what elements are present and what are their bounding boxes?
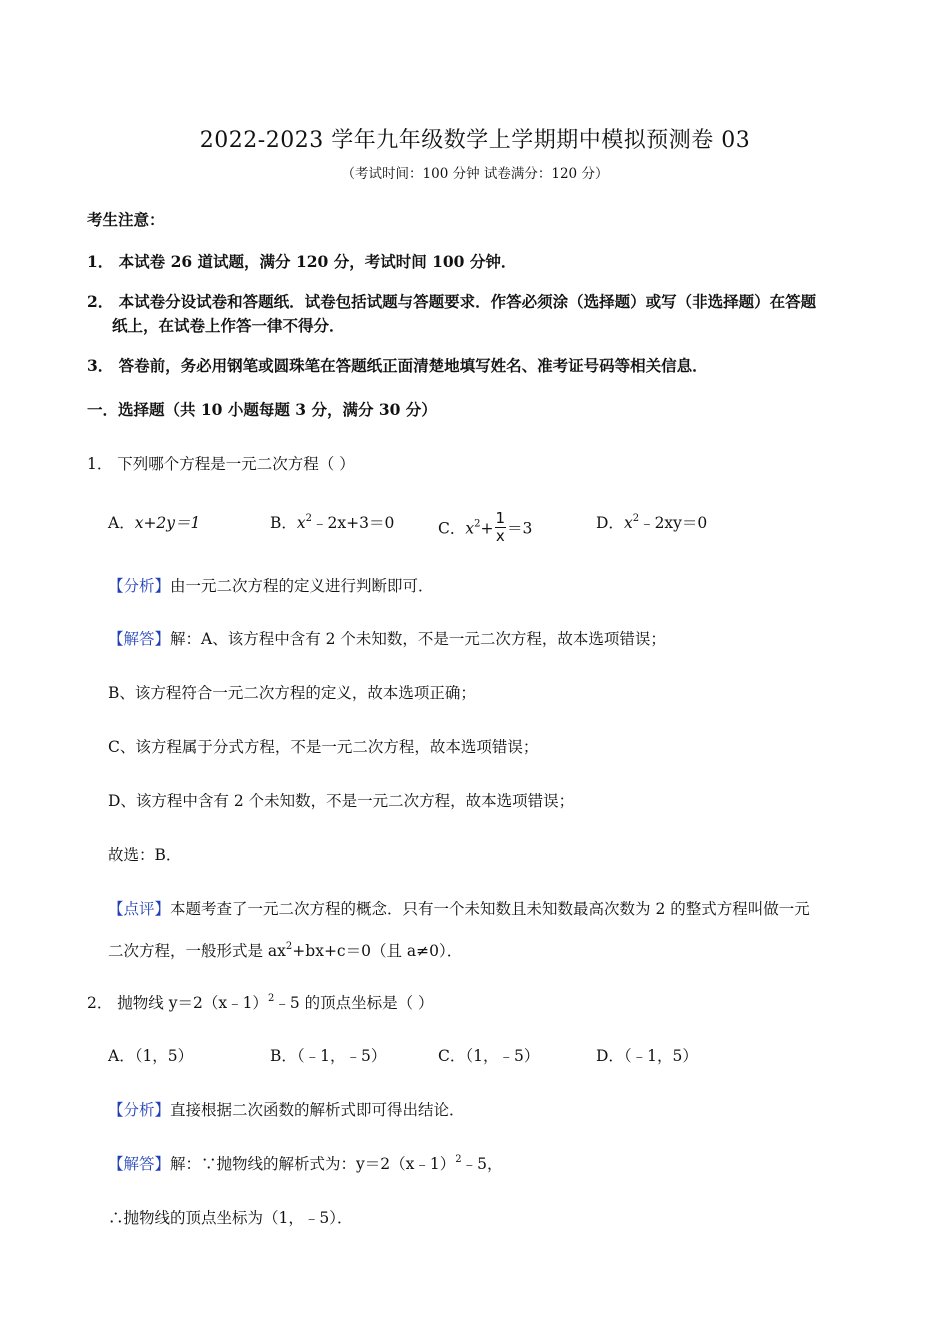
option-expr: x+2y＝1 <box>134 514 201 532</box>
q1-option-a <box>108 513 200 533</box>
answer-exponent: 2 <box>455 1154 462 1165</box>
notice-item-3: 3． 答卷前，务必用钢笔或圆珠笔在答题纸正面清楚地填写姓名、准考证号码等相关信息． <box>87 356 708 375</box>
analysis-text: 直接根据二次函数的解析式即可得出结论． <box>170 1101 465 1119</box>
fraction-numerator: 1 <box>495 509 506 527</box>
option-expr-base: x <box>623 514 633 532</box>
fraction <box>495 511 507 544</box>
option-expr-rest: ﹣2x+3＝0 <box>312 514 395 532</box>
option-label: B． <box>270 514 297 532</box>
question-2-stem <box>87 993 434 1013</box>
answer-text: 解：A、该方程中含有 2 个未知数，不是一元二次方程，故本选项错误； <box>170 630 666 648</box>
stem-text-rest: ﹣5 的顶点坐标是（ ） <box>274 994 434 1012</box>
q2-analysis <box>108 1100 465 1120</box>
q1-option-c <box>438 509 533 546</box>
q1-comment-cont <box>108 941 462 961</box>
q1-comment <box>108 899 810 919</box>
answer-tag: 【解答】 <box>108 630 171 648</box>
q2-option-c: C．（1，﹣5） <box>438 1047 540 1065</box>
option-exponent: 2 <box>305 513 313 524</box>
option-expr-base: x <box>465 519 475 538</box>
q1-option-d <box>596 513 707 533</box>
q1-answer-4: D、该方程中含有 2 个未知数，不是一元二次方程，故本选项错误； <box>108 792 575 810</box>
q1-option-b <box>270 513 394 533</box>
option-expr-base: x <box>296 514 306 532</box>
q2-option-a: A．（1，5） <box>108 1047 194 1065</box>
exam-info: （考试时间：100 分钟 试卷满分：120 分） <box>341 166 609 182</box>
option-label: D． <box>596 514 624 532</box>
q1-answer-choice: 故选：B． <box>108 846 182 864</box>
answer-tag: 【解答】 <box>108 1155 171 1173</box>
stem-text: 2． 抛物线 y＝2（x﹣1） <box>87 994 268 1012</box>
comment-text: 二次方程，一般形式是 ax <box>108 942 286 960</box>
notice-item-1: 1． 本试卷 26 道试题，满分 120 分，考试时间 100 分钟． <box>87 252 517 271</box>
option-exponent: 2 <box>632 513 640 524</box>
q2-option-b: B．（﹣1，﹣5） <box>270 1047 387 1065</box>
question-1-stem: 1． 下列哪个方程是一元二次方程（ ） <box>87 455 355 473</box>
analysis-text: 由一元二次方程的定义进行判断即可． <box>170 577 434 595</box>
q2-answer-1 <box>108 1154 503 1174</box>
analysis-tag: 【分析】 <box>108 577 171 595</box>
comment-exponent: 2 <box>285 941 293 952</box>
analysis-tag: 【分析】 <box>108 1101 171 1119</box>
q1-analysis <box>108 576 434 596</box>
notice-heading: 考生注意： <box>87 210 165 229</box>
option-label: C． <box>438 519 466 538</box>
option-expr-rest: ＝3 <box>507 519 533 538</box>
page-title: 2022-2023 学年九年级数学上学期期中模拟预测卷 03 <box>199 128 751 153</box>
comment-text: 本题考查了一元二次方程的概念．只有一个未知数且未知数最高次数为 2 的整式方程叫做一元 <box>170 900 810 918</box>
option-expr-rest: ﹣2xy＝0 <box>639 514 708 532</box>
notice-item-2-cont: 纸上，在试卷上作答一律不得分． <box>112 316 345 335</box>
answer-text-rest: ﹣5， <box>461 1155 503 1173</box>
q2-answer-2: ∴抛物线的顶点坐标为（1，﹣5）． <box>108 1209 353 1227</box>
comment-text-rest: +bx+c＝0（且 a≠0）． <box>292 942 463 960</box>
fraction-denominator: x <box>495 527 505 545</box>
option-plus: + <box>480 519 494 538</box>
answer-text: 解：∵抛物线的解析式为：y＝2（x﹣1） <box>170 1155 456 1173</box>
option-exponent: 2 <box>474 518 481 530</box>
option-label: A． <box>108 514 135 532</box>
q2-option-d: D．（﹣1，5） <box>596 1047 698 1065</box>
notice-item-2: 2． 本试卷分设试卷和答题纸．试卷包括试题与答题要求．作答必须涂（选择题）或写（非选择题）在答题 <box>87 292 817 311</box>
q1-answer-1 <box>108 629 666 649</box>
q1-answer-2: B、该方程符合一元二次方程的定义，故本选项正确； <box>108 684 476 702</box>
section-heading: 一．选择题（共 10 小题每题 3 分，满分 30 分） <box>87 400 437 419</box>
comment-tag: 【点评】 <box>108 900 171 918</box>
stem-exponent: 2 <box>267 993 275 1004</box>
q1-answer-3: C、该方程属于分式方程，不是一元二次方程，故本选项错误； <box>108 738 539 756</box>
